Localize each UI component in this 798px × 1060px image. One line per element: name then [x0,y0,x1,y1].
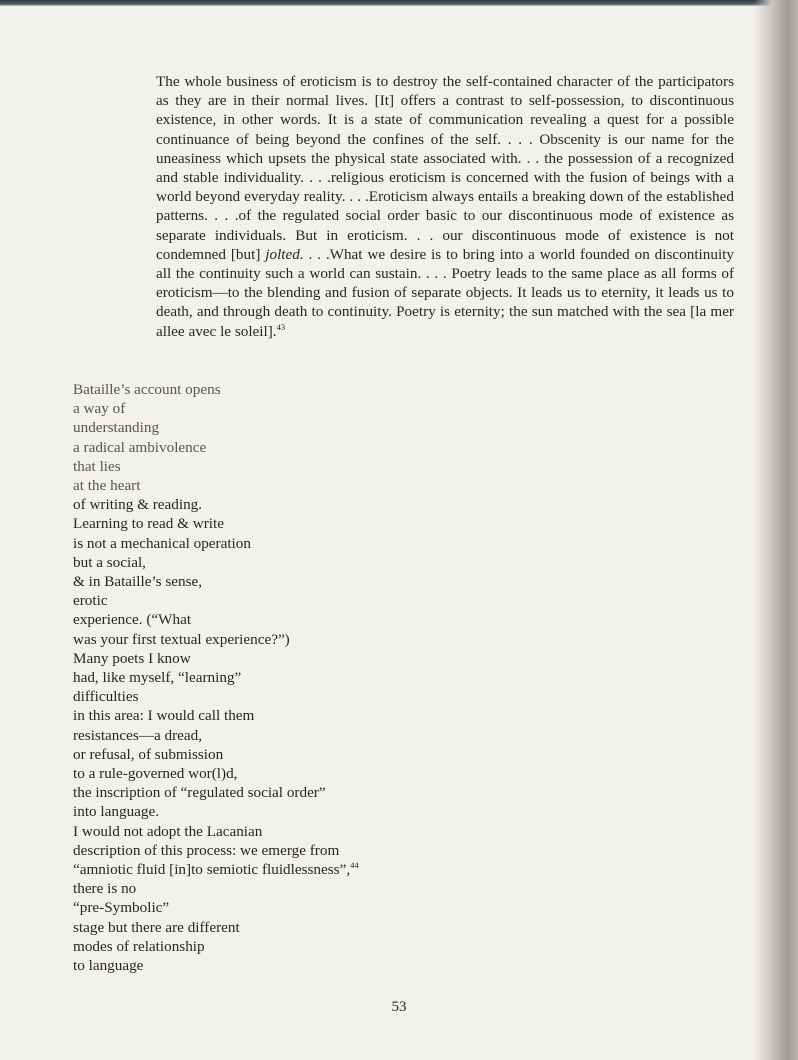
poem-line: a radical ambivolence [73,438,207,456]
page-number: 53 [391,999,407,1015]
poem-line-with-footnote [73,860,673,879]
poem-line: to a rule-governed wor(l)d, [73,765,238,783]
quote-italic-word: jolted. [265,245,304,263]
quote-paragraph [156,72,734,341]
quote-text-part1: The whole business of eroticism is to destroy the self-contained character of the participators as they are in their normal lives. [It] offers a contrast to self-possession, to discontinuous existence, in other words. It is a state of communication revealing a quest for a possible continuance of being beyond the confines of the self. . . . Obscenity is our name for the uneasiness which upsets the physical state associated with. . . the possession of a recognized and stable individuality. . . .religious eroticism is concerned with the fusion of beings with a world beyond everyday reality. . . .Eroticism always entails a breaking down of the established patterns. . . .of the regulated social order basic to our discontinuous mode of existence as separate individuals. But in eroticism. . . our discontinuous mode of existence is not condemned [but] [156,73,734,263]
poem-line: to language [73,957,144,975]
page-top-edge [0,0,798,6]
poem-line: I would not adopt the Lacanian [73,822,263,840]
poem-line-text: “amniotic fluid [in]to semiotic fluidlessness”, [73,861,351,879]
poem-line: at the heart [73,477,141,495]
poem-line: difficulties [73,688,139,706]
poem-line: experience. (“What [73,611,192,629]
poem-line: Learning to read & write [73,515,224,533]
poem-line: the inscription of “regulated social order” [73,784,326,802]
poem-line: in this area: I would call them [73,707,255,725]
poem-line: but a social, [73,553,146,571]
poem-line: erotic [73,592,108,610]
poem-line: Bataille’s account opens [73,381,221,398]
poem-line: a way of [73,400,126,418]
poem-line: & in Bataille’s sense, [73,573,203,591]
poem-line: had, like myself, “learning” [73,669,242,687]
poem-line: into language. [73,803,160,821]
poem-line: “pre-Symbolic” [73,899,170,917]
poem-line: of writing & reading. [73,496,203,514]
quote-text-part2: . . .What we desire is to bring into a world founded on discontinuity all the continuity such a world can sustain. . . . Poetry leads to the same place as all forms of eroticism—to the blending and fusion of separate objects. It leads us to eternity, it leads us to death, and through death to continuity. Poetry is eternity; the sun matched with the sea [la mer allee avec le soleil]. [156,245,734,340]
poem-line: description of this process: we emerge from [73,841,340,859]
poem-line: stage but there are different [73,918,240,936]
poem-text [73,380,673,975]
poem-line: Many poets I know [73,649,191,667]
footnote-marker-43: 43 [276,321,286,332]
poem-line: understanding [73,419,160,437]
poem-line: is not a mechanical operation [73,534,251,552]
poem-line: there is no [73,880,137,898]
poem-line: that lies [73,457,121,475]
poem-line: or refusal, of submission [73,745,224,763]
poem-line: was your first textual experience?”) [73,630,290,648]
poem-line: resistances—a dread, [73,726,203,744]
book-spine-shadow [754,0,798,1060]
block-quote [156,72,734,341]
poem-line: modes of relationship [73,937,205,955]
footnote-marker-44: 44 [350,860,359,871]
